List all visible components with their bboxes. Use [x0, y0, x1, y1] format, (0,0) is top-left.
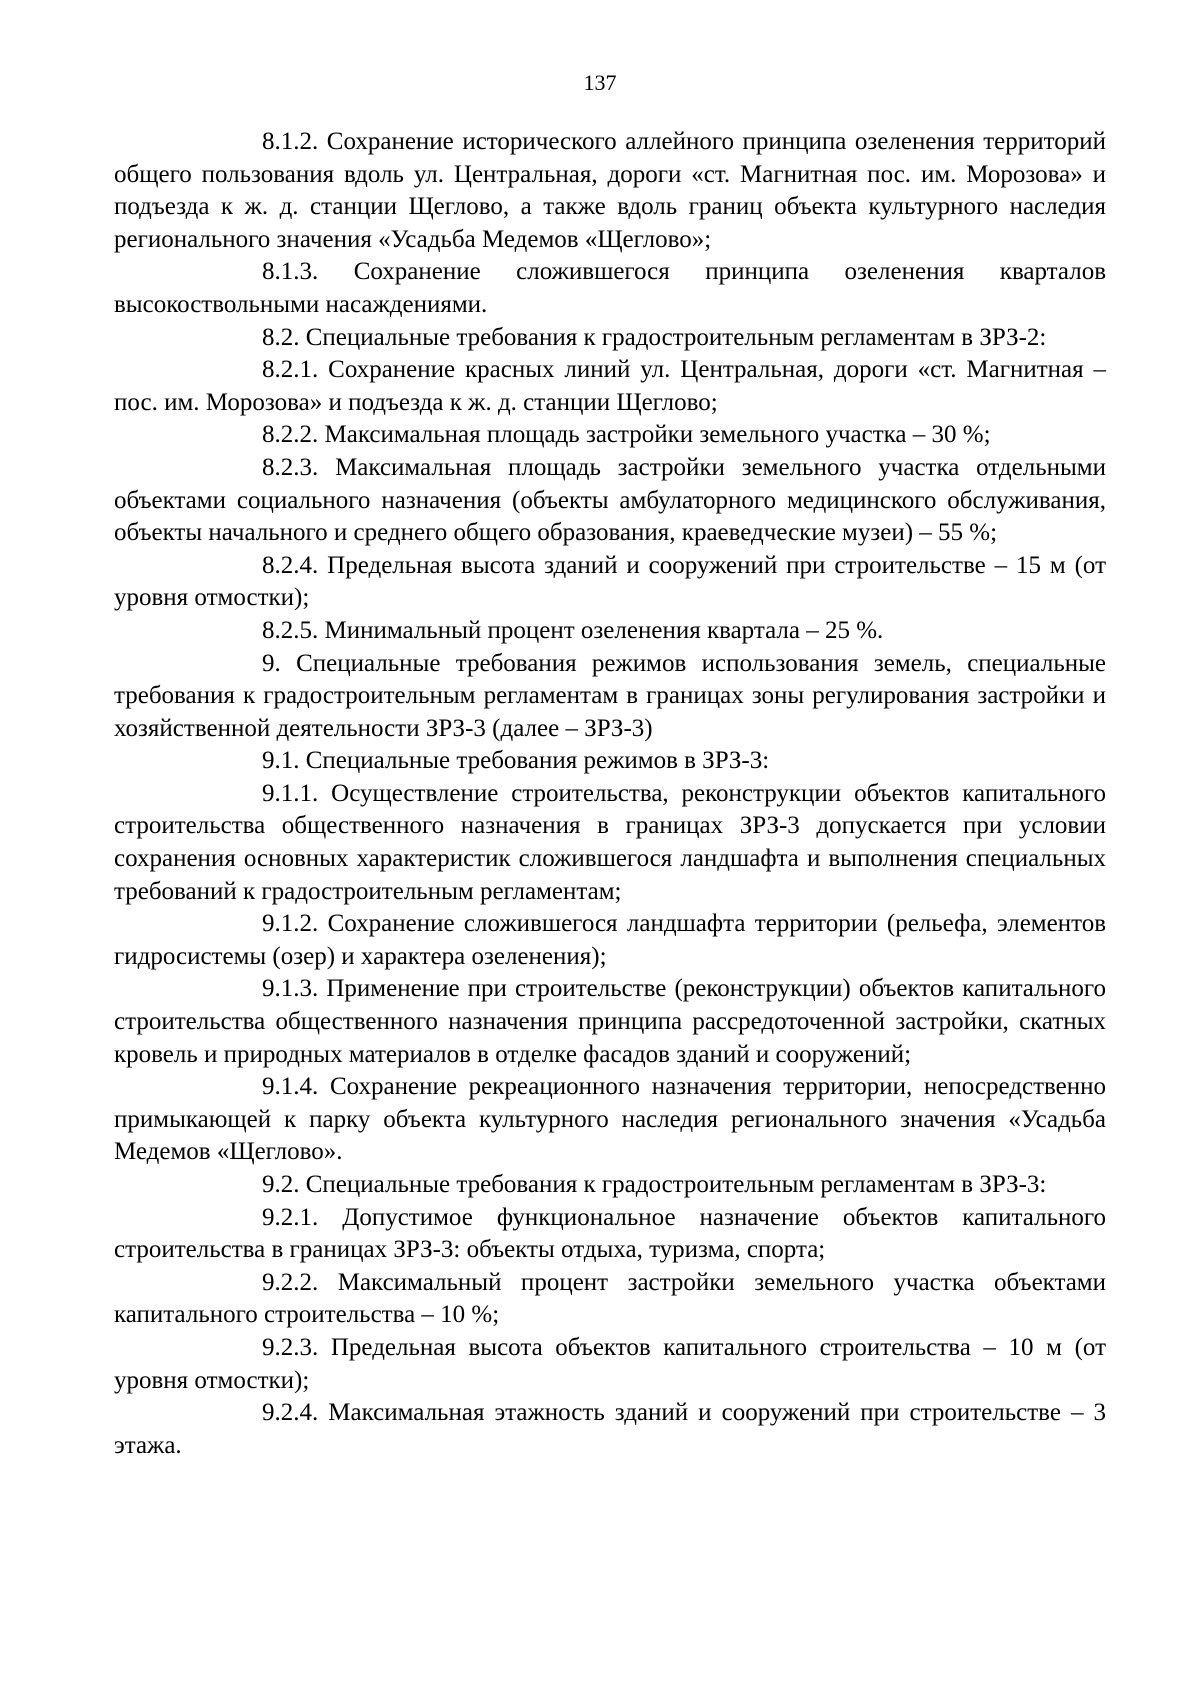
paragraph-9-1-3: [114, 973, 1106, 1071]
page-number: 137: [583, 70, 617, 95]
clause-text: Специальные требования режимов в ЗРЗ-3:: [305, 747, 770, 775]
clause-text: Осуществление строительства, реконструкции объектов капитального строительства общественного назначения в границах ЗРЗ-3 допускается при условии сохранения основных характеристик сложившегося ландшафта и выполнения специальных требований к градостроительным регламентам;: [114, 779, 1107, 905]
paragraph-9: [114, 648, 1106, 746]
clause-number: 8.2.3.: [262, 453, 319, 481]
clause-number: 9.2.: [262, 1171, 300, 1198]
paragraph-9-1-1: [114, 778, 1106, 908]
clause-number: 9.1.2.: [262, 910, 319, 938]
paragraph-9-2: [114, 1169, 1106, 1202]
clause-text: Сохранение рекреационного назначения территории, непосредственно примыкающей к парку объекта культурного наследия регионального значения «Усадьба Медемов «Щеглово».: [114, 1073, 1107, 1166]
paragraph-8-2-4: [114, 550, 1106, 615]
clause-text: Максимальная площадь застройки земельного участка отдельными объектами социального назначения (объекты амбулаторного медицинского обслуживания, объекты начального и среднего общего образования, краеведческие музеи) – 55 %;: [114, 453, 1106, 547]
clause-number: 8.2.2.: [262, 421, 319, 449]
clause-text: Применение при строительстве (реконструкции) объектов капитального строительства общественного назначения принципа рассредоточенной застройки, скатных кровель и природных материалов в отделке фасадов зданий и сооружений;: [114, 975, 1107, 1068]
clause-number: 9.2.3.: [262, 1333, 319, 1361]
paragraph-8-2-1: [114, 354, 1106, 419]
paragraph-9-1: [114, 745, 1106, 778]
section-number: 9.: [262, 649, 281, 677]
section-heading-text: Специальные требования режимов использования земель, специальные требования к градостроительным регламентам в границах зоны регулирования застройки и хозяйственной деятельности ЗРЗ-3 (далее – ЗРЗ-3): [114, 649, 1106, 742]
clause-number: 9.1.3.: [262, 975, 319, 1003]
clause-text: Максимальная этажность зданий и сооружений при строительстве – 3 этажа.: [114, 1399, 1107, 1459]
clause-number: 9.2.2.: [262, 1268, 319, 1296]
clause-text: Специальные требования к градостроительным регламентам в ЗРЗ-3:: [305, 1171, 1047, 1198]
clause-number: 9.2.1.: [262, 1203, 319, 1231]
paragraph-8-2: [114, 322, 1106, 355]
paragraph-9-2-2: [114, 1267, 1106, 1332]
paragraph-8-1-3: [114, 256, 1106, 321]
paragraph-8-1-2: [114, 126, 1106, 256]
clause-text: Сохранение сложившегося принципа озеленения кварталов высокоствольными насаждениями.: [114, 258, 1107, 318]
clause-text: Сохранение сложившегося ландшафта территории (рельефа, элементов гидросистемы (озер) и характера озеленения);: [114, 910, 1107, 970]
clause-text: Допустимое функциональное назначение объектов капитального строительства в границах ЗРЗ-3: объекты отдыха, туризма, спорта;: [114, 1203, 1106, 1264]
clause-text: Предельная высота объектов капитального строительства – 10 м (от уровня отмостки);: [114, 1333, 1107, 1394]
clause-text: Предельная высота зданий и сооружений при строительстве – 15 м (от уровня отмостки);: [114, 551, 1107, 612]
paragraph-9-1-2: [114, 908, 1106, 973]
clause-text: Максимальный процент застройки земельного участка объектами капитального строительства – 10 %;: [114, 1268, 1107, 1329]
paragraph-9-2-4: [114, 1397, 1106, 1462]
paragraph-8-2-3: [114, 452, 1106, 550]
paragraph-9-1-4: [114, 1071, 1106, 1169]
clause-number: 8.1.2.: [262, 128, 319, 155]
clause-number: 9.1.4.: [262, 1073, 319, 1101]
paragraph-8-2-2: [114, 419, 1106, 452]
clause-number: 8.2.1.: [262, 356, 319, 384]
clause-text: Минимальный процент озеленения квартала – 25 %.: [324, 616, 884, 644]
clause-text: Сохранение исторического аллейного принципа озеленения территорий общего пользования вдоль ул. Центральная, дороги «ст. Магнитная пос. им. Морозова» и подъезда к ж. д. станции Щеглово, а также вдоль границ объекта культурного наследия регионального значения «Усадьба Медемов «Щеглово»;: [114, 128, 1106, 253]
paragraph-9-2-3: [114, 1332, 1106, 1397]
clause-text: Максимальная площадь застройки земельного участка – 30 %;: [324, 421, 991, 449]
paragraph-8-2-5: [114, 615, 1106, 648]
clause-number: 9.1.: [262, 747, 300, 775]
clause-number: 9.2.4.: [262, 1399, 319, 1427]
document-body: [114, 126, 1106, 1462]
paragraph-9-2-1: [114, 1202, 1106, 1267]
clause-number: 9.1.1.: [262, 779, 319, 807]
clause-number: 8.2.5.: [262, 616, 319, 644]
clause-text: Сохранение красных линий ул. Центральная, дороги «ст. Магнитная – пос. им. Морозова» и подъезда к ж. д. станции Щеглово;: [114, 356, 1106, 416]
clause-text: Специальные требования к градостроительным регламентам в ЗРЗ-2:: [305, 323, 1047, 351]
clause-number: 8.2.4.: [262, 551, 319, 579]
clause-number: 8.1.3.: [262, 258, 319, 286]
clause-number: 8.2.: [262, 323, 300, 351]
